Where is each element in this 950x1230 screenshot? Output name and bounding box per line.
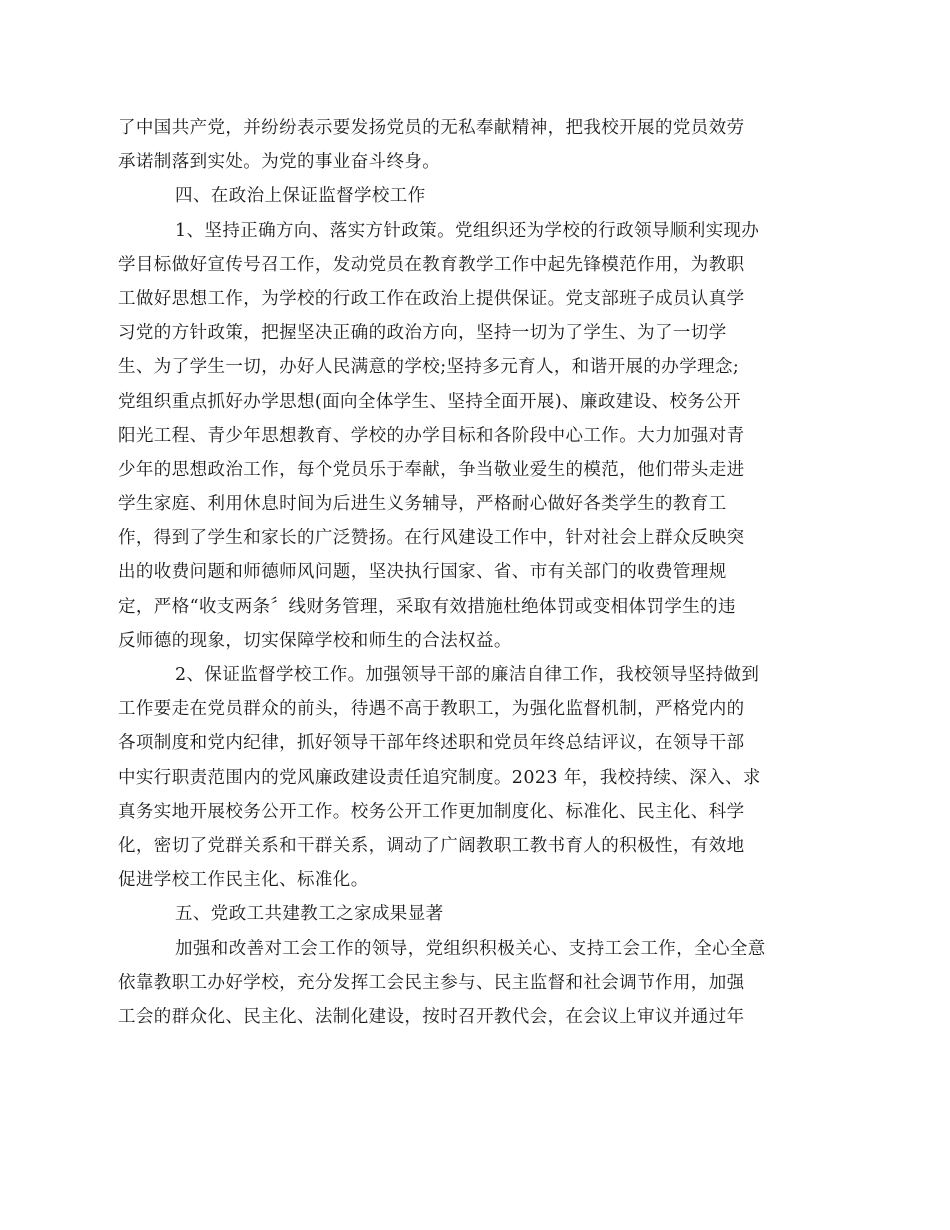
text-line: 阳光工程、青少年思想教育、学校的办学目标和各阶段中心工作。大力加强对青 (118, 425, 745, 446)
text-line: 工做好思想工作，为学校的行政工作在政治上提供保证。党支部班子成员认真学 (118, 288, 745, 309)
body-text (118, 111, 808, 1034)
text-line: 学生家庭、利用休息时间为后进生义务辅导，严格耐心做好各类学生的教育工 (118, 494, 727, 515)
text-line: 承诺制落到实处。为党的事业奋斗终身。 (118, 152, 441, 173)
text-line: 少年的思想政治工作，每个党员乐于奉献，争当敬业爱生的模范，他们带头走进 (118, 459, 745, 480)
text-line: 五、党政工共建教工之家成果显著 (175, 904, 444, 925)
text-line: 依靠教职工办好学校，充分发挥工会民主参与、民主监督和社会调节作用，加强 (118, 972, 745, 993)
text-line: 真务实地开展校务公开工作。校务公开工作更加制度化、标准化、民主化、科学 (118, 801, 745, 822)
text-line: 化，密切了党群关系和干群关系，调动了广阔教职工教书育人的积极性，有效地 (118, 835, 745, 856)
text-line: 习党的方针政策，把握坚决正确的政治方向，坚持一切为了学生、为了一切学 (118, 323, 727, 344)
text-line: 促进学校工作民主化、标准化。 (118, 870, 369, 891)
text-line: 加强和改善对工会工作的领导，党组织积极关心、支持工会工作，全心全意 (175, 938, 766, 959)
text-line: 出的收费问题和师德师风问题，坚决执行国家、省、市有关部门的收费管理规 (118, 562, 727, 583)
text-line: 生、为了学生一切，办好人民满意的学校;坚持多元育人，和谐开展的办学理念; (118, 357, 740, 378)
text-line: 1、坚持正确方向、落实方针政策。党组织还为学校的行政领导顺利实现办 (175, 220, 760, 241)
text-line: 工会的群众化、民主化、法制化建设，按时召开教代会，在会议上审议并通过年 (118, 1006, 745, 1027)
text-line: 反师德的现象，切实保障学校和师生的合法权益。 (118, 630, 512, 651)
text-line: 四、在政治上保证监督学校工作 (175, 186, 426, 207)
text-line: 中实行职责范围内的党风廉政建设责任追究制度。2023 年，我校持续、深入、求 (118, 767, 761, 788)
text-line: 各项制度和党内纪律，抓好领导干部年终述职和党员年终总结评议，在领导干部 (118, 733, 745, 754)
text-line: 了中国共产党，并纷纷表示要发扬党员的无私奉献精神，把我校开展的党员效劳 (118, 118, 745, 138)
text-line: 学目标做好宣传号召工作，发动党员在教育教学工作中起先锋模范作用，为教职 (118, 254, 745, 275)
text-line: 2、保证监督学校工作。加强领导干部的廉洁自律工作，我校领导坚持做到 (175, 665, 760, 685)
text-line: 定，严格“收支两条〞线财务管理，采取有效措施杜绝体罚或变相体罚学生的违 (118, 596, 736, 617)
text-line: 作，得到了学生和家长的广泛赞扬。在行风建设工作中，针对社会上群众反映突 (118, 528, 745, 549)
text-line: 党组织重点抓好办学思想(面向全体学生、坚持全面开展)、廉政建设、校务公开 (118, 391, 742, 412)
text-line: 工作要走在党员群众的前头，待遇不高于教职工，为强化监督机制，严格党内的 (118, 699, 745, 720)
